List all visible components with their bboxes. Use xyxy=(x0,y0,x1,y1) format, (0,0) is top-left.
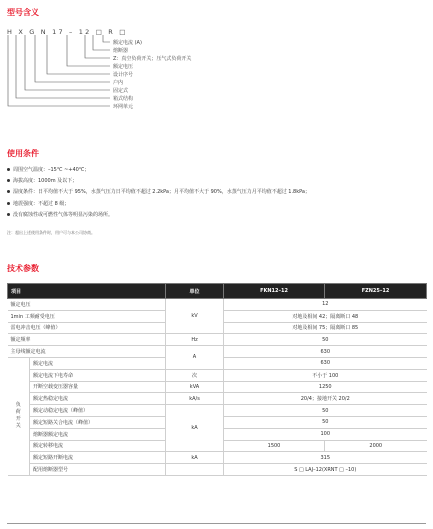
row-value: 315 xyxy=(224,452,427,464)
table-row xyxy=(8,334,427,346)
row-item: 额定频率 xyxy=(8,334,166,346)
row-unit: Hz xyxy=(166,334,224,346)
model-label-switch-type: Z：真空负荷开关；压气式负荷开关 xyxy=(113,56,192,62)
row-value: S □ LAJ–12(XRNT □ –10) xyxy=(224,464,427,476)
row-unit: kVA xyxy=(166,381,224,393)
row-sub-item: 额定转移电流 xyxy=(30,440,166,452)
row-sub-item: 额定电流 xyxy=(30,357,166,369)
bullet-dot-icon xyxy=(7,168,10,171)
bullet-dot-icon xyxy=(7,202,10,205)
model-label-indoor: 户内 xyxy=(113,80,124,86)
condition-text: 周围空气温度：–15℃ ~+40℃； xyxy=(13,167,90,173)
row-value-fzn: 2000 xyxy=(325,440,427,452)
header-item: 项目 xyxy=(8,284,166,299)
model-label-fuse: 熔断器 xyxy=(113,48,129,54)
condition-item xyxy=(7,166,89,173)
condition-text: 湿度条件：日平均值不大于 95%，水蒸气压力日平均值不超过 2.2kPa；月平均值不大于 90%，水蒸气压力月平均值不超过 1.8kPa； xyxy=(13,189,310,195)
header-fkn: FKN12–12 xyxy=(224,284,325,299)
row-unit: kA xyxy=(166,405,224,452)
row-item: 额定电压 xyxy=(8,299,166,311)
condition-item xyxy=(7,211,113,218)
bullet-dot-icon xyxy=(7,179,10,182)
row-unit: kA xyxy=(166,452,224,464)
row-unit-empty xyxy=(166,464,224,476)
model-label-rated-voltage: 额定电压 xyxy=(113,64,134,70)
row-sub-item: 额定短路关合电流（峰值） xyxy=(30,416,166,428)
row-item: 主母线额定电流 xyxy=(8,346,166,358)
row-value: 630 xyxy=(224,346,427,358)
table-row xyxy=(8,346,427,358)
condition-text: 没有腐蚀性或可燃性气体等明显污染的场所。 xyxy=(13,212,114,218)
row-unit: kA/s xyxy=(166,393,224,405)
row-value: 1250 xyxy=(224,381,427,393)
model-decode-lines xyxy=(0,0,433,130)
row-value: 12 xyxy=(224,299,427,311)
table-row xyxy=(8,405,427,417)
row-unit: A xyxy=(166,346,224,370)
tech-spec-table xyxy=(7,283,427,476)
group-label-load-switch: 负 荷 开 关 xyxy=(8,357,30,475)
bullet-dot-icon xyxy=(7,190,10,193)
table-row xyxy=(8,452,427,464)
header-unit: 单位 xyxy=(166,284,224,299)
row-value-fkn: 1500 xyxy=(224,440,325,452)
table-header-row xyxy=(8,284,427,299)
row-value: 对地及相间 42；隔离断口 48 xyxy=(224,310,427,322)
condition-text: 海拔高度：1000m 及以下； xyxy=(13,178,78,184)
row-value: 对地及相间 75；隔离断口 85 xyxy=(224,322,427,334)
bullet-dot-icon xyxy=(7,213,10,216)
row-value: 50 xyxy=(224,334,427,346)
row-value: 100 xyxy=(224,428,427,440)
header-fzn: FZN25–12 xyxy=(325,284,427,299)
condition-item xyxy=(7,177,77,184)
row-value: 50 xyxy=(224,405,427,417)
row-sub-item: 额定热稳定电流 xyxy=(30,393,166,405)
model-label-ring-main-unit: 环网单元 xyxy=(113,104,134,110)
row-unit: 次 xyxy=(166,369,224,381)
model-label-box-structure: 箱式结构 xyxy=(113,96,134,102)
row-sub-item: 额定短路开断电流 xyxy=(30,452,166,464)
row-sub-item: 开断空载变压器容量 xyxy=(30,381,166,393)
row-value: 20/4；接地开关 20/2 xyxy=(224,393,427,405)
model-label-design-no: 设计序号 xyxy=(113,72,134,78)
conditions-note: 注：超出上述使用条件时，用户可与本公司协商。 xyxy=(7,230,95,235)
row-sub-item: 配用熔断器型号 xyxy=(30,464,166,476)
conditions-section-title: 使用条件 xyxy=(7,149,39,158)
table-row xyxy=(8,381,427,393)
condition-item xyxy=(7,200,69,207)
table-row xyxy=(8,299,427,311)
row-value: 不小于 100 xyxy=(224,369,427,381)
row-item: 雷电冲击电压（峰值） xyxy=(8,322,166,334)
model-section-title: 型号含义 xyxy=(7,8,39,17)
tech-section-title: 技术参数 xyxy=(7,264,39,273)
model-label-fixed: 固定式 xyxy=(113,88,129,94)
condition-text: 地震强度：不超过 8 级； xyxy=(13,201,70,207)
table-row xyxy=(8,464,427,476)
table-row xyxy=(8,369,427,381)
row-value: 50 xyxy=(224,416,427,428)
row-sub-item: 额定电流下电寿命 xyxy=(30,369,166,381)
table-bottom-rule xyxy=(7,523,426,524)
row-item: 1min 工频耐受电压 xyxy=(8,310,166,322)
table-row xyxy=(8,393,427,405)
model-string: H X G N 17 – 12 □ R □ xyxy=(7,28,128,36)
row-sub-item: 熔断器额定电流 xyxy=(30,428,166,440)
row-value: 630 xyxy=(224,357,427,369)
row-unit: kV xyxy=(166,299,224,334)
model-label-rated-current: 额定电流 (A) xyxy=(113,40,142,46)
condition-item xyxy=(7,188,310,195)
row-sub-item: 额定动稳定电流（峰值） xyxy=(30,405,166,417)
